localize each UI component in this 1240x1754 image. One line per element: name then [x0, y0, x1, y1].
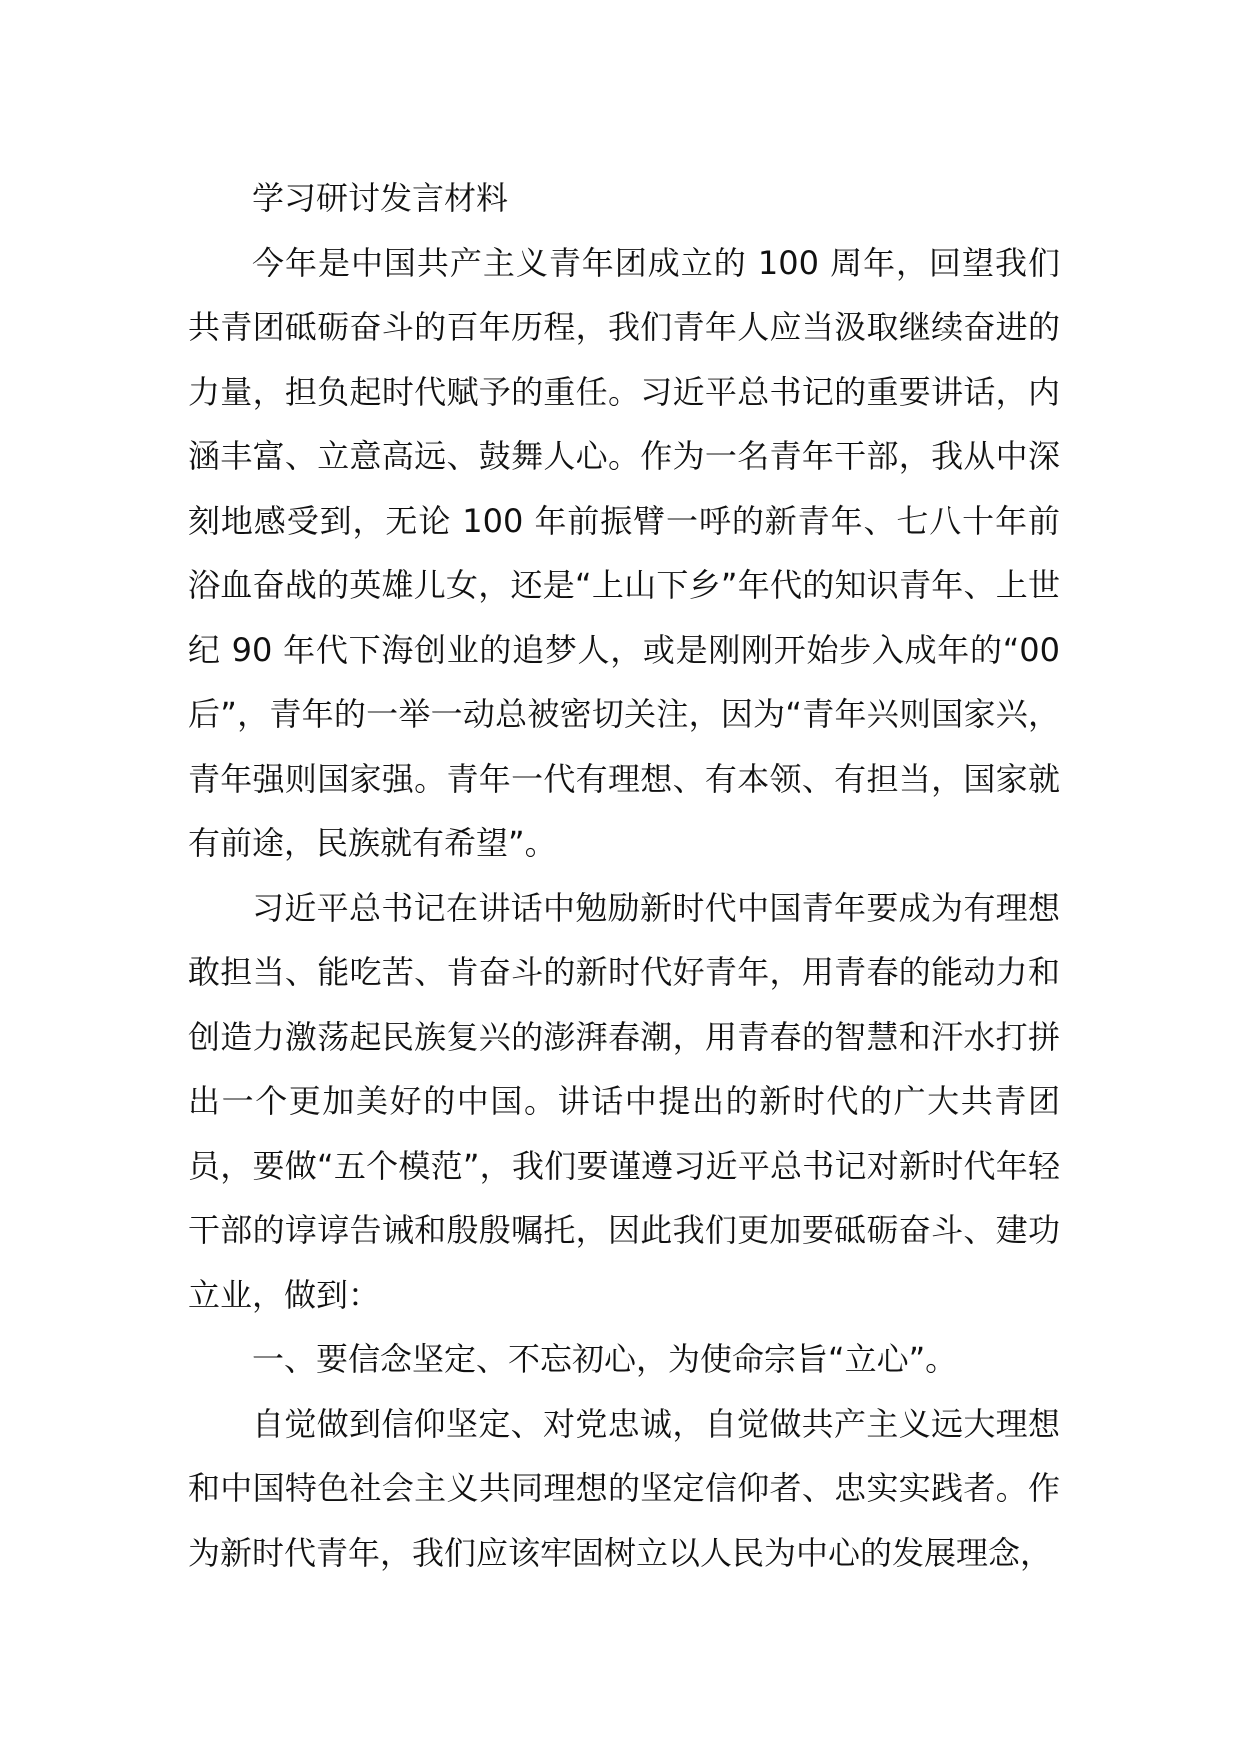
document-body [188, 166, 1060, 1585]
paragraph-2: 习近平总书记在讲话中勉励新时代中国青年要成为有理想敢担当、能吃苦、肯奋斗的新时代好青年，用青春的能动力和创造力激荡起民族复兴的澎湃春潮，用青春的智慧和汗水打拼出一个更加美好的中国。讲话中提出的新时代的广大共青团员，要做“五个模范”，我们要谨遵习近平总书记对新时代年轻干部的谆谆告诫和殷殷嘱托，因此我们更加要砥砺奋斗、建功立业，做到： [188, 888, 1060, 1314]
section-heading-1: 一、要信念坚定、不忘初心，为使命宗旨“立心”。 [252, 1340, 958, 1378]
paragraph-3: 自觉做到信仰坚定、对党忠诚，自觉做共产主义远大理想和中国特色社会主义共同理想的坚定信仰者、忠实实践者。作为新时代青年，我们应该牢固树立以人民为中心的发展理念， [188, 1404, 1060, 1572]
document-title: 学习研讨发言材料 [252, 179, 509, 217]
paragraph-1: 今年是中国共产主义青年团成立的 100 周年，回望我们共青团砥砺奋斗的百年历程，我们青年人应当汲取继续奋进的力量，担负起时代赋予的重任。习近平总书记的重要讲话，内涵丰富、立意高远、鼓舞人心。作为一名青年干部，我从中深刻地感受到，无论 100 年前振臂一呼的新青年、七八十年前浴血奋战的英雄儿女，还是“上山下乡”年代的知识青年、上世纪 90 年代下海创业的追梦人，或是刚刚开始步入成年的“00 后”，青年的一举一动总被密切关注，因为“青年兴则国家兴，青年强则国家强。青年一代有理想、有本领、有担当，国家就有前途，民族就有希望”。 [188, 243, 1060, 862]
